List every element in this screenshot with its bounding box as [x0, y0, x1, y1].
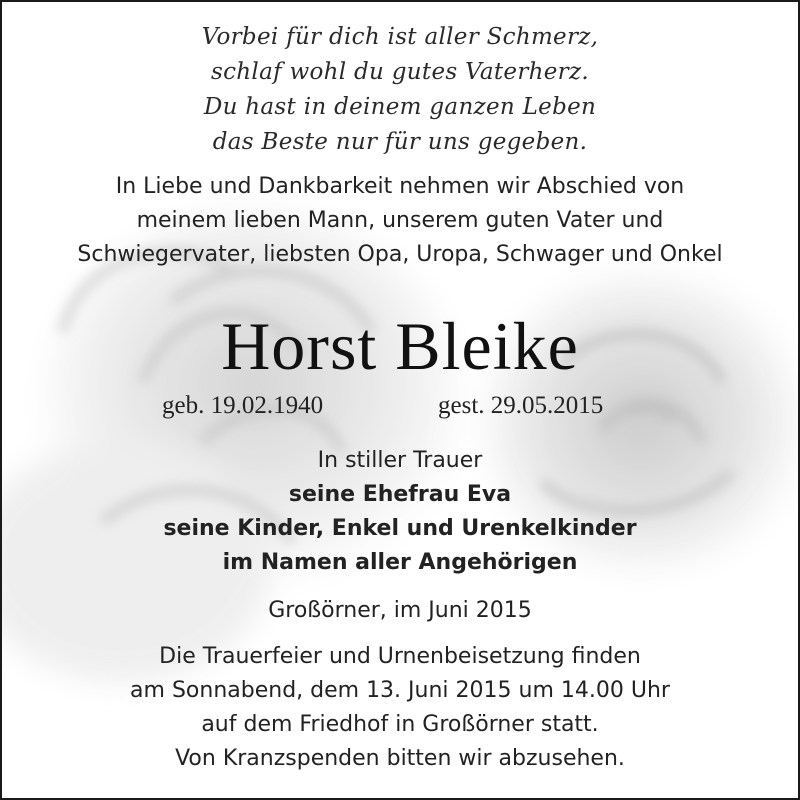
funeral-line-1: Die Trauerfeier und Urnenbeisetzung finden: [159, 644, 641, 669]
mourner-line-3: im Namen aller Angehörigen: [222, 550, 578, 575]
poem-line-1: Vorbei für dich ist aller Schmerz,: [201, 24, 599, 50]
funeral-line-2: am Sonnabend, dem 13. Juni 2015 um 14.00 Uhr: [130, 678, 670, 703]
intro-line-3: Schwiegervater, liebsten Opa, Uropa, Schwager und Onkel: [77, 242, 723, 267]
poem-line-4: das Beste nur für uns gegeben.: [212, 129, 588, 155]
mourner-line-2: seine Kinder, Enkel und Urenkelkinder: [163, 516, 637, 541]
deceased-name: Horst Bleike: [221, 308, 579, 384]
funeral-line-3: auf dem Friedhof in Großörner statt.: [201, 712, 599, 737]
intro-line-1: In Liebe und Dankbarkeit nehmen wir Abschied von: [115, 174, 685, 199]
birth-date: geb. 19.02.1940: [162, 392, 324, 419]
poem-line-3: Du hast in deinem ganzen Leben: [203, 94, 597, 120]
funeral-line-4: Von Kranzspenden bitten wir abzusehen.: [175, 746, 625, 771]
notice-text: [2, 2, 798, 798]
poem-line-2: schlaf wohl du gutes Vaterherz.: [211, 59, 589, 85]
death-date: gest. 29.05.2015: [438, 392, 604, 419]
place-date: Großörner, im Juni 2015: [268, 598, 532, 623]
mourner-line-1: seine Ehefrau Eva: [288, 482, 512, 507]
mourners-heading: In stiller Trauer: [317, 448, 483, 473]
intro-line-2: meinem lieben Mann, unserem guten Vater und: [136, 208, 664, 233]
